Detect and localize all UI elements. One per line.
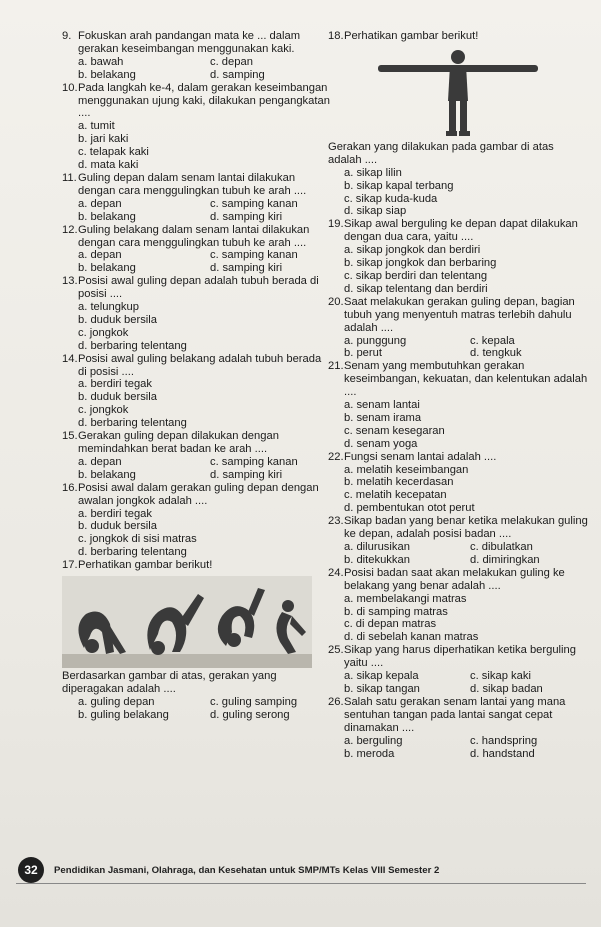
footer-book-title: Pendidikan Jasmani, Olahraga, dan Kesehatan untuk SMP/MTs Kelas VIII Semester 2 xyxy=(54,864,440,876)
answer-option: c. sikap kaki xyxy=(470,670,531,683)
answer-option: d. samping xyxy=(210,68,265,81)
standing-arms-out-illustration xyxy=(358,43,558,141)
question-text: Salah satu gerakan senam lantai yang mana sentuhan tangan pada lantai sangat cepat dinamakan .... xyxy=(344,695,566,734)
question-number: 14. xyxy=(62,352,78,365)
question-22 xyxy=(328,451,590,516)
question-text: Sikap awal berguling ke depan dapat dilakukan dengan dua cara, yaitu .... xyxy=(344,218,578,244)
answer-options xyxy=(62,301,330,353)
question-9 xyxy=(62,30,330,82)
question-number: 26. xyxy=(328,695,344,708)
answer-options xyxy=(328,541,590,567)
answer-option: a. sikap lilin xyxy=(344,166,402,179)
question-number: 13. xyxy=(62,275,78,288)
question-number: 16. xyxy=(62,481,78,494)
answer-option: d. dimiringkan xyxy=(470,553,540,566)
answer-option: a. berdiri tegak xyxy=(78,378,153,391)
question-text: Guling belakang dalam senam lantai dilakukan dengan cara menggulingkan tubuh ke arah .... xyxy=(78,223,310,249)
answer-option: b. duduk bersila xyxy=(78,391,157,404)
question-number: 18. xyxy=(328,30,344,42)
answer-option: d. samping kiri xyxy=(210,468,283,481)
question-text: Posisi awal guling depan adalah tubuh berada di posisi .... xyxy=(78,275,319,301)
question-text: Fungsi senam lantai adalah .... xyxy=(344,450,497,463)
question-text: Perhatikan gambar berikut! xyxy=(344,30,479,42)
answer-option: a. berguling xyxy=(344,734,403,747)
answer-option: c. dibulatkan xyxy=(470,541,533,553)
answer-option: d. guling serong xyxy=(210,708,290,721)
question-18 xyxy=(328,30,590,218)
answer-option: c. samping kanan xyxy=(210,455,298,468)
question-text: Senam yang membutuhkan gerakan keseimbangan, kekuatan, dan kelentukan adalah .... xyxy=(344,360,588,399)
question-text: Gerakan guling depan dilakukan dengan memindahkan berat badan ke arah .... xyxy=(78,430,279,455)
question-number: 12. xyxy=(62,223,78,236)
answer-options xyxy=(62,198,330,224)
answer-option: d. berbaring telentang xyxy=(78,339,187,352)
page-number: 32 xyxy=(18,857,44,883)
answer-option: d. tengkuk xyxy=(470,347,522,360)
question-text: Fokuskan arah pandangan mata ke ... dalam gerakan keseimbangan menggunakan kaki. xyxy=(78,30,301,55)
question-13 xyxy=(62,275,330,352)
answer-option: c. sikap berdiri dan telentang xyxy=(344,269,488,282)
answer-options xyxy=(328,735,590,761)
footer-divider xyxy=(16,883,586,884)
answer-option: b. belakang xyxy=(78,262,136,275)
answer-option: a. melatih keseimbangan xyxy=(344,463,469,476)
answer-option: d. handstand xyxy=(470,747,535,760)
answer-option: a. punggung xyxy=(344,334,407,347)
left-column xyxy=(62,30,330,722)
question-number: 19. xyxy=(328,218,344,231)
question-15 xyxy=(62,430,330,482)
answer-option: a. senam lantai xyxy=(344,399,420,412)
answer-option: c. jongkok xyxy=(78,326,129,339)
question-21 xyxy=(328,360,590,450)
question-26 xyxy=(328,696,590,761)
answer-options xyxy=(328,335,590,361)
answer-option: a. tumit xyxy=(78,120,115,133)
question-number: 25. xyxy=(328,644,344,657)
answer-option: c. melatih kecepatan xyxy=(344,489,447,502)
answer-option: b. sikap jongkok dan berbaring xyxy=(344,257,497,270)
answer-option: a. depan xyxy=(78,455,122,468)
question-number: 17. xyxy=(62,559,78,572)
question-text: Posisi awal dalam gerakan guling depan dengan awalan jongkok adalah .... xyxy=(78,481,319,507)
answer-option: b. di samping matras xyxy=(344,605,448,618)
question-text: Guling depan dalam senam lantai dilakukan dengan cara menggulingkan tubuh ke arah .... xyxy=(78,171,307,197)
answer-option: b. belakang xyxy=(78,210,136,223)
answer-option: c. jongkok di sisi matras xyxy=(78,533,197,546)
question-text: Saat melakukan gerakan guling depan, bagian tubuh yang menyentuh matras terlebih dahulu adalah .... xyxy=(344,295,575,334)
answer-option: b. ditekukkan xyxy=(344,553,410,566)
question-text: Sikap badan yang benar ketika melakukan guling ke depan, adalah posisi badan .... xyxy=(344,515,588,541)
question-number: 15. xyxy=(62,430,78,443)
answer-option: d. di sebelah kanan matras xyxy=(344,631,479,644)
question-19 xyxy=(328,218,590,295)
answer-option: d. pembentukan otot perut xyxy=(344,502,475,515)
answer-option: c. kepala xyxy=(470,334,515,347)
answer-option: d. samping kiri xyxy=(210,262,283,275)
t-pose-figure xyxy=(358,43,590,141)
answer-option: a. sikap kepala xyxy=(344,670,419,683)
answer-option: b. guling belakang xyxy=(78,708,169,721)
question-10 xyxy=(62,82,330,172)
question-12 xyxy=(62,224,330,276)
backward-roll-figure xyxy=(62,576,330,668)
answer-option: d. samping kiri xyxy=(210,210,283,223)
figure-caption: Gerakan yang dilakukan pada gambar di atas adalah .... xyxy=(328,140,554,166)
question-text: Posisi awal guling belakang adalah tubuh berada di posisi .... xyxy=(78,352,322,378)
answer-option: b. meroda xyxy=(344,747,395,760)
answer-option: b. sikap kapal terbang xyxy=(344,179,454,192)
answer-options xyxy=(62,120,330,172)
question-17 xyxy=(62,559,330,722)
answer-option: c. sikap kuda-kuda xyxy=(344,192,438,205)
answer-option: c. handspring xyxy=(470,734,538,747)
answer-option: c. guling samping xyxy=(210,695,298,708)
answer-options xyxy=(328,464,590,516)
answer-option: a. bawah xyxy=(78,55,124,68)
answer-option: a. telungkup xyxy=(78,301,139,314)
question-number: 10. xyxy=(62,81,78,94)
question-number: 24. xyxy=(328,566,344,579)
question-text: Perhatikan gambar berikut! xyxy=(78,559,213,572)
question-number: 20. xyxy=(328,295,344,308)
answer-option: c. depan xyxy=(210,55,253,68)
question-24 xyxy=(328,567,590,644)
answer-option: d. berbaring telentang xyxy=(78,546,187,559)
answer-option: b. senam irama xyxy=(344,411,422,424)
answer-option: b. belakang xyxy=(78,68,136,81)
answer-options xyxy=(62,56,330,82)
answer-option: c. samping kanan xyxy=(210,197,298,210)
answer-option: b. duduk bersila xyxy=(78,520,157,533)
answer-options xyxy=(62,249,330,275)
answer-option: c. samping kanan xyxy=(210,249,298,262)
answer-option: b. melatih kecerdasan xyxy=(344,476,454,489)
answer-options xyxy=(62,508,330,560)
question-number: 23. xyxy=(328,515,344,528)
question-number: 21. xyxy=(328,360,344,373)
figure-caption: Berdasarkan gambar di atas, gerakan yang diperagakan adalah .... xyxy=(62,670,277,695)
answer-options xyxy=(328,593,590,645)
backward-roll-illustration xyxy=(62,576,312,668)
answer-options xyxy=(62,696,330,722)
answer-option: b. sikap tangan xyxy=(344,682,420,695)
question-number: 11. xyxy=(62,171,77,184)
answer-options xyxy=(328,670,590,696)
answer-option: c. senam kesegaran xyxy=(344,424,445,437)
answer-option: d. senam yoga xyxy=(344,437,418,450)
answer-options xyxy=(328,167,590,219)
question-number: 9. xyxy=(62,30,72,42)
answer-option: d. sikap telentang dan berdiri xyxy=(344,282,488,295)
question-11 xyxy=(62,172,330,224)
page-footer xyxy=(16,855,586,885)
answer-options xyxy=(328,244,590,296)
answer-option: b. perut xyxy=(344,347,382,360)
answer-option: b. duduk bersila xyxy=(78,313,157,326)
question-text: Pada langkah ke-4, dalam gerakan keseimbangan menggunakan ujung kaki, dilakukan pengangkatan .... xyxy=(78,81,330,120)
answer-option: a. dilurusikan xyxy=(344,541,410,553)
answer-option: a. depan xyxy=(78,197,122,210)
answer-option: a. membelakangi matras xyxy=(344,592,467,605)
answer-option: a. guling depan xyxy=(78,695,155,708)
answer-option: a. sikap jongkok dan berdiri xyxy=(344,244,481,257)
answer-option: b. belakang xyxy=(78,468,136,481)
answer-option: c. jongkok xyxy=(78,404,129,417)
question-text: Sikap yang harus diperhatikan ketika berguling yaitu .... xyxy=(344,644,576,670)
answer-option: a. berdiri tegak xyxy=(78,507,153,520)
answer-option: d. sikap badan xyxy=(470,682,543,695)
question-14 xyxy=(62,353,330,430)
answer-option: d. sikap siap xyxy=(344,205,407,218)
answer-option: c. telapak kaki xyxy=(78,146,149,159)
answer-option: c. di depan matras xyxy=(344,618,437,631)
question-25 xyxy=(328,644,590,696)
right-column xyxy=(328,30,590,760)
question-20 xyxy=(328,296,590,361)
answer-options xyxy=(62,456,330,482)
question-16 xyxy=(62,482,330,559)
question-number: 22. xyxy=(328,450,344,463)
answer-option: d. mata kaki xyxy=(78,159,139,172)
answer-option: d. berbaring telentang xyxy=(78,417,187,430)
answer-option: a. depan xyxy=(78,249,122,262)
question-23 xyxy=(328,515,590,567)
answer-options xyxy=(62,378,330,430)
answer-option: b. jari kaki xyxy=(78,133,129,146)
question-text: Posisi badan saat akan melakukan guling ke belakang yang benar adalah .... xyxy=(344,566,565,592)
answer-options xyxy=(328,399,590,451)
